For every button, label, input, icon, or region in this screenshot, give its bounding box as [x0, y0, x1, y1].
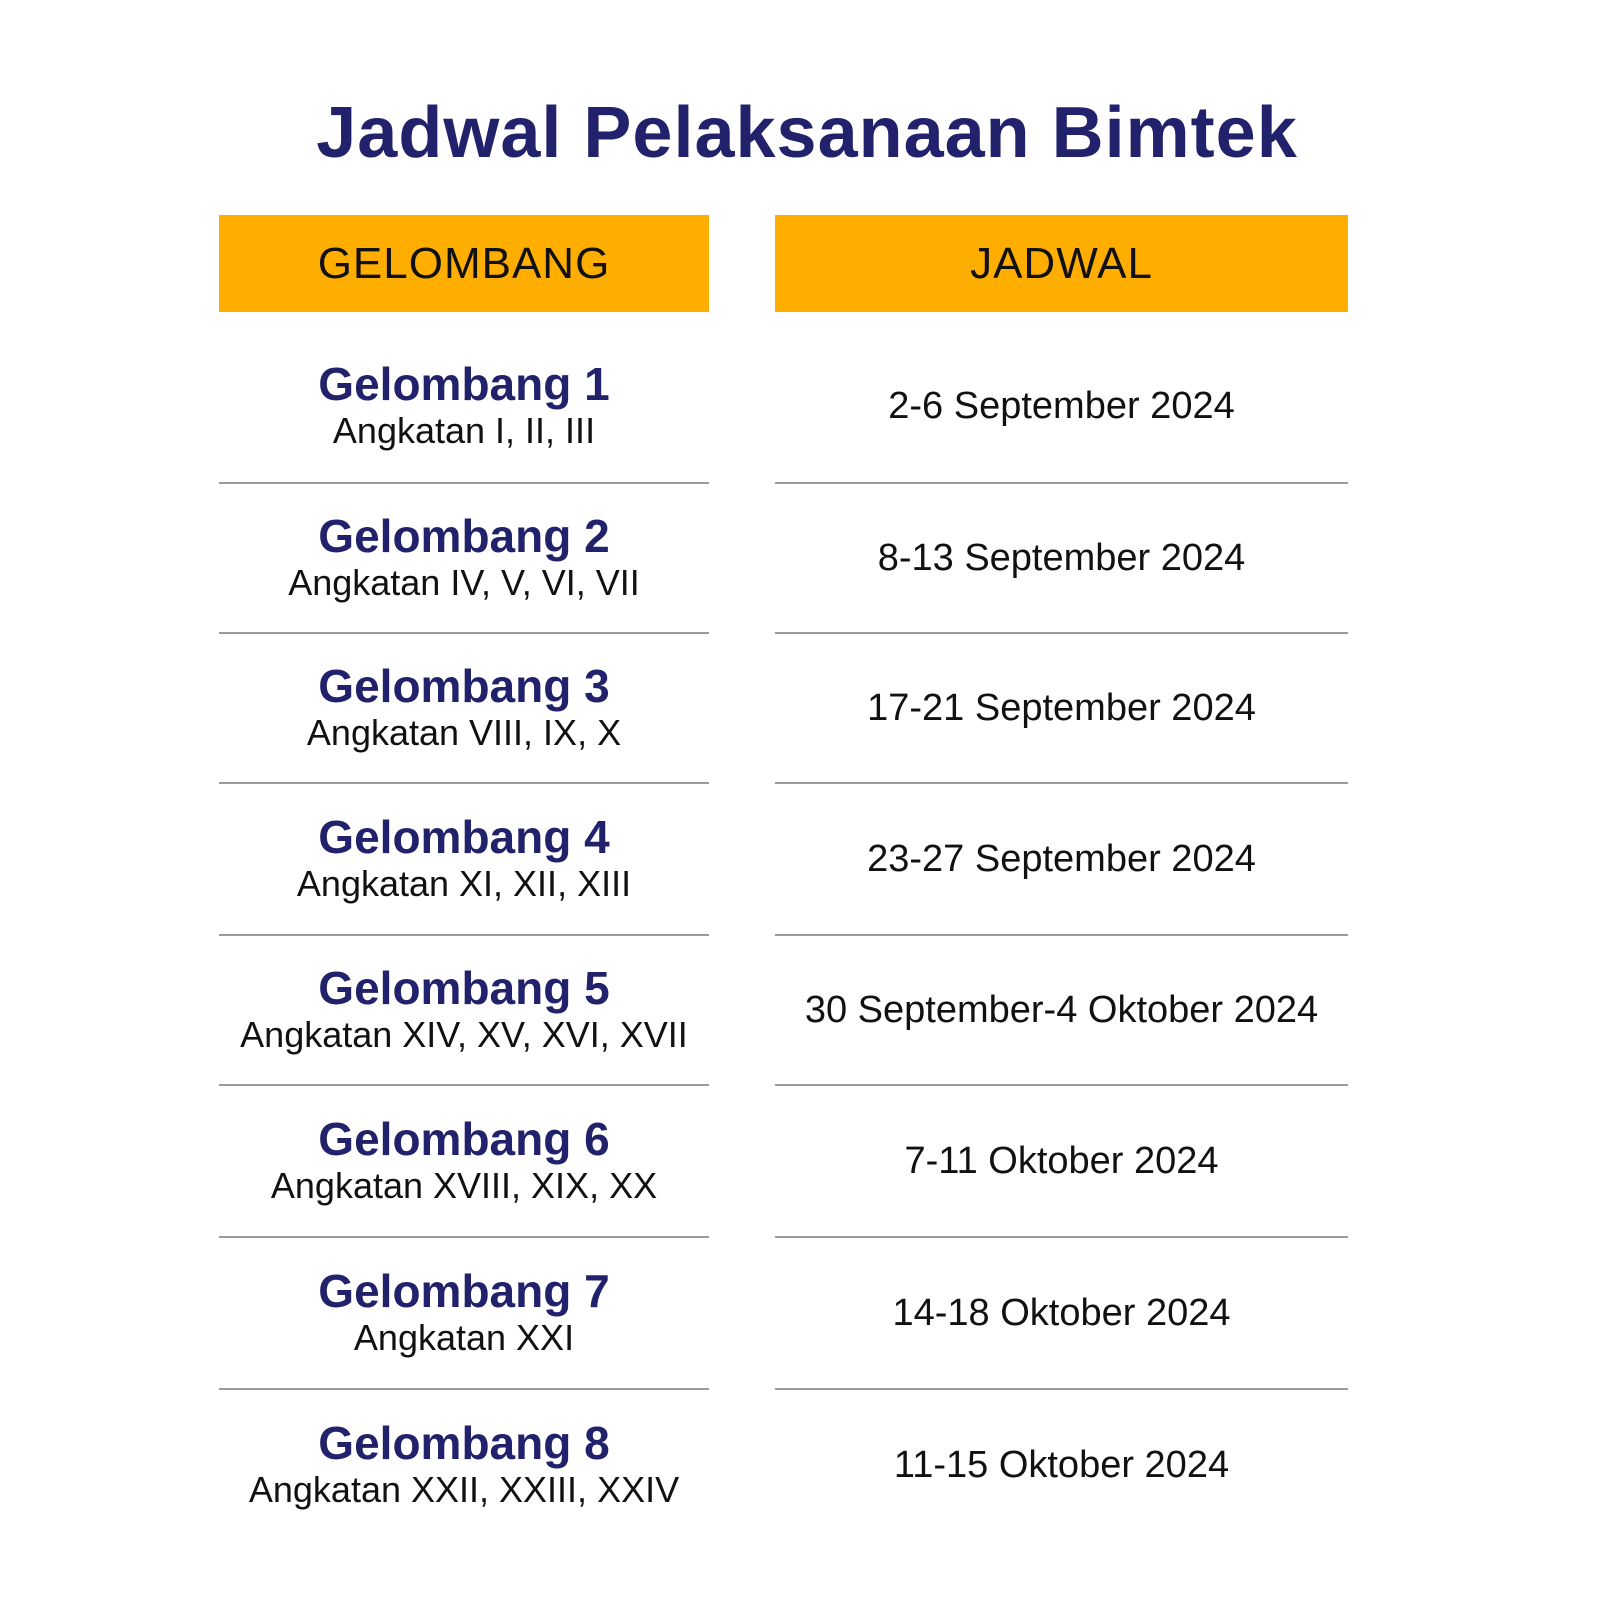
- table-row: [219, 1390, 1348, 1540]
- schedule-cell: 11-15 Oktober 2024: [893, 1443, 1230, 1486]
- table-row: [219, 784, 1348, 934]
- schedule-cell: 2-6 September 2024: [888, 384, 1235, 427]
- wave-batch: Angkatan VIII, IX, X: [306, 712, 622, 753]
- schedule-cell: 8-13 September 2024: [877, 536, 1246, 579]
- wave-batch: Angkatan XIV, XV, XVI, XVII: [240, 1014, 688, 1055]
- table-row: [219, 330, 1348, 482]
- schedule-cell: 30 September-4 Oktober 2024: [804, 988, 1319, 1031]
- wave-batch: Angkatan XXI: [353, 1317, 575, 1358]
- wave-name: Gelombang 8: [318, 1417, 610, 1469]
- wave-name: Gelombang 2: [318, 510, 610, 562]
- header-jadwal: JADWAL: [775, 215, 1348, 312]
- table-row: [219, 936, 1348, 1084]
- wave-cell: [219, 330, 709, 482]
- wave-name: Gelombang 6: [318, 1113, 610, 1165]
- wave-name: Gelombang 7: [318, 1265, 610, 1317]
- table-row: [219, 484, 1348, 632]
- schedule-cell: 14-18 Oktober 2024: [892, 1291, 1231, 1334]
- table-row: [219, 1238, 1348, 1388]
- wave-cell: [219, 1390, 709, 1540]
- wave-name: Gelombang 5: [318, 962, 610, 1014]
- wave-batch: Angkatan I, II, III: [332, 410, 596, 451]
- wave-cell: [219, 784, 709, 934]
- wave-cell: [219, 1238, 709, 1388]
- wave-cell: [219, 936, 709, 1084]
- wave-batch: Angkatan XVIII, XIX, XX: [270, 1165, 658, 1206]
- table-row: [219, 1086, 1348, 1236]
- header-gelombang: GELOMBANG: [219, 215, 709, 312]
- schedule-cell: 7-11 Oktober 2024: [904, 1139, 1219, 1182]
- schedule-cell: 17-21 September 2024: [867, 686, 1256, 729]
- wave-cell: [219, 634, 709, 782]
- page-title: Jadwal Pelaksanaan Bimtek: [316, 93, 1298, 173]
- table-row: [219, 634, 1348, 782]
- wave-batch: Angkatan XXII, XXIII, XXIV: [248, 1469, 680, 1510]
- wave-batch: Angkatan IV, V, VI, VII: [288, 562, 640, 603]
- wave-name: Gelombang 3: [318, 660, 610, 712]
- wave-name: Gelombang 1: [318, 358, 610, 410]
- wave-cell: [219, 1086, 709, 1236]
- wave-cell: [219, 484, 709, 632]
- schedule-cell: 23-27 September 2024: [867, 837, 1256, 880]
- wave-name: Gelombang 4: [318, 811, 610, 863]
- wave-batch: Angkatan XI, XII, XIII: [296, 863, 632, 904]
